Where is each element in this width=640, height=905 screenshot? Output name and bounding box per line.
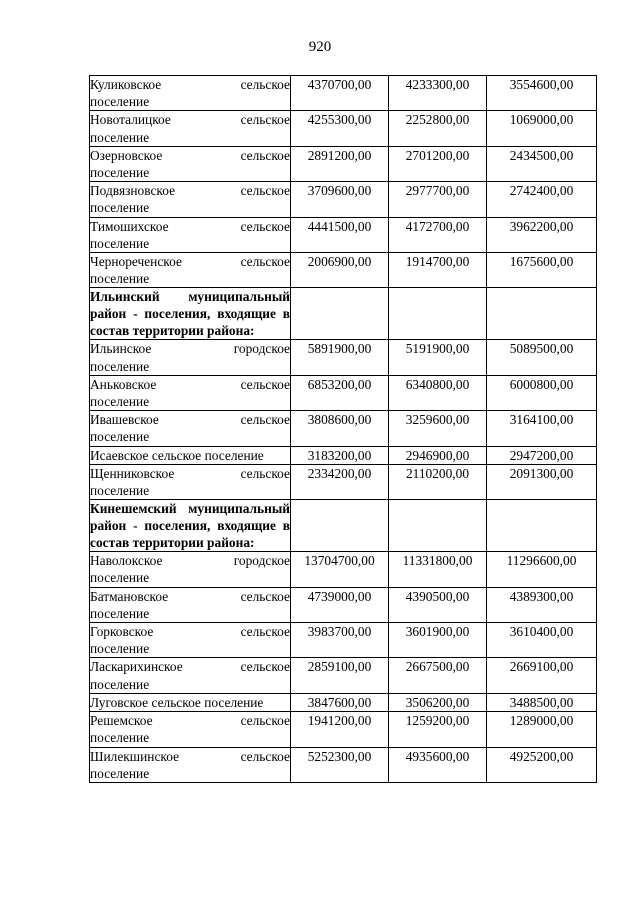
settlement-name-line1 [90,376,290,393]
settlement-name-line1 [90,182,290,199]
table-row [90,375,597,410]
table-row [90,587,597,622]
table-row [90,76,597,111]
district-name: Ильинский муниципальный район - поселения, входящие в состав территории района: [90,289,290,339]
amount-col-1: 5891900,00 [291,340,389,375]
settlement-name [90,747,291,782]
amount-col-1: 3183200,00 [291,446,389,464]
settlement-name [90,340,291,375]
settlement-name [90,146,291,181]
settlement-name [90,375,291,410]
amount-col-3: 4389300,00 [487,587,597,622]
settlement-name-line1 [90,712,290,729]
amount-col-2: 11331800,00 [389,552,487,587]
settlement-name-line2: поселение [90,200,150,216]
table-row [90,340,597,375]
amount-col-1: 2006900,00 [291,253,389,288]
settlement-name-line2: поселение [90,570,150,586]
amount-col-1: 5252300,00 [291,747,389,782]
settlement-name-line1 [90,552,290,569]
settlement-type-word: сельское [240,112,290,128]
settlement-name-line2: поселение [90,129,150,145]
table-row [90,182,597,217]
amount-col-1: 3983700,00 [291,623,389,658]
settlement-name-word: Аньковское [90,376,157,392]
district-name: Кинешемский муниципальный район - поселения, входящие в состав территории района: [90,501,290,551]
settlement-type-word: сельское [240,254,290,270]
settlement-type-word: сельское [240,376,290,392]
amount-col-2: 3506200,00 [389,693,487,711]
amount-col-3: 3164100,00 [487,411,597,446]
settlement-name-line2: поселение [90,765,150,781]
settlement-name-line1 [90,76,290,93]
settlement-name-line1 [90,111,290,128]
settlement-name-word: Батмановское [90,588,169,604]
amount-col-2: 4935600,00 [389,747,487,782]
settlement-name [90,464,291,499]
amount-col-3: 3554600,00 [487,76,597,111]
settlement-name-line2: поселение [90,605,150,621]
settlement-name-line1 [90,465,290,482]
table-row [90,111,597,146]
amount-col-3 [487,288,597,340]
table-row [90,464,597,499]
settlement-type-word: сельское [240,659,290,675]
settlement-name-line2: поселение [90,483,150,499]
settlement-name-word: Ивашевское [90,412,159,428]
amount-col-3 [487,500,597,552]
settlement-name-word: Ильинское [90,341,152,357]
settlement-name-line2: поселение [90,676,150,692]
settlement-type-word: сельское [240,412,290,428]
settlement-name-line2: поселение [90,271,150,287]
settlement-type-word: сельское [240,218,290,234]
table-row [90,693,597,711]
settlement-name-line2: поселение [90,394,150,410]
settlement-name-line2: поселение [90,641,150,657]
settlement-name: Луговское сельское поселение [90,693,291,711]
amount-col-3: 3962200,00 [487,217,597,252]
settlement-name [90,658,291,693]
amount-col-2: 2946900,00 [389,446,487,464]
amount-col-2: 1914700,00 [389,253,487,288]
settlement-type-word: сельское [240,465,290,481]
settlement-name-word: Шилекшинское [90,748,180,764]
settlement-name-line1 [90,147,290,164]
amount-col-1: 13704700,00 [291,552,389,587]
amount-col-3: 6000800,00 [487,375,597,410]
amount-col-2: 2977700,00 [389,182,487,217]
amount-col-3: 3488500,00 [487,693,597,711]
page-number: 920 [308,39,332,55]
table-row [90,146,597,181]
amount-col-2: 2667500,00 [389,658,487,693]
amount-col-1: 6853200,00 [291,375,389,410]
district-header-row [90,500,597,552]
amount-col-3: 5089500,00 [487,340,597,375]
table-row [90,712,597,747]
amount-col-2: 2110200,00 [389,464,487,499]
amount-col-1: 2859100,00 [291,658,389,693]
table-body [90,76,597,783]
amount-col-2 [389,500,487,552]
table-row [90,658,597,693]
settlement-name-line2: поселение [90,358,150,374]
table-row [90,217,597,252]
table-row [90,411,597,446]
amount-col-3: 4925200,00 [487,747,597,782]
amount-col-3: 2947200,00 [487,446,597,464]
settlement-name-word: Новоталицкое [90,112,171,128]
settlement-name [90,623,291,658]
amount-col-3: 2669100,00 [487,658,597,693]
amount-col-2: 4233300,00 [389,76,487,111]
settlement-name-line1 [90,253,290,270]
settlement-name-line2: поселение [90,730,150,746]
settlement-name-word: Тимошихское [90,218,169,234]
settlement-type-word: сельское [240,183,290,199]
amount-col-2 [389,288,487,340]
amount-col-3: 11296600,00 [487,552,597,587]
amount-col-3: 2091300,00 [487,464,597,499]
amount-col-1: 2334200,00 [291,464,389,499]
amount-col-1 [291,500,389,552]
amount-col-1: 3808600,00 [291,411,389,446]
amount-col-3: 2742400,00 [487,182,597,217]
settlement-name-line1 [90,623,290,640]
amount-col-3: 3610400,00 [487,623,597,658]
settlement-name [90,111,291,146]
settlement-name-word: Щенниковское [90,465,175,481]
settlement-name-word: Решемское [90,713,153,729]
settlement-name-word: Ласкарихинское [90,659,183,675]
table-row [90,747,597,782]
settlement-name-word: Горковское [90,624,154,640]
settlement-name [90,217,291,252]
amount-col-2: 3259600,00 [389,411,487,446]
amount-col-1: 2891200,00 [291,146,389,181]
district-header-row [90,288,597,340]
amount-col-3: 2434500,00 [487,146,597,181]
amount-col-2: 1259200,00 [389,712,487,747]
settlement-name [90,253,291,288]
settlement-name [90,411,291,446]
settlement-type-word: сельское [240,77,290,92]
settlement-name-line1 [90,340,290,357]
amount-col-2: 4172700,00 [389,217,487,252]
amount-col-3: 1289000,00 [487,712,597,747]
amount-col-2: 2701200,00 [389,146,487,181]
amount-col-2: 2252800,00 [389,111,487,146]
budget-table [89,75,597,783]
settlement-type-word: сельское [240,588,290,604]
table-row [90,552,597,587]
settlement-type-word: сельское [240,713,290,729]
settlement-type-word: сельское [240,748,290,764]
amount-col-1: 4441500,00 [291,217,389,252]
amount-col-1: 4739000,00 [291,587,389,622]
settlement-name-line1 [90,411,290,428]
settlement-name [90,587,291,622]
settlement-name: Исаевское сельское поселение [90,446,291,464]
settlement-name-word: Озерновское [90,147,163,163]
amount-col-2: 4390500,00 [389,587,487,622]
settlement-type-word: сельское [240,624,290,640]
settlement-name-line1 [90,588,290,605]
amount-col-1: 1941200,00 [291,712,389,747]
settlement-name [90,76,291,111]
settlement-name-line2: поселение [90,235,150,251]
settlement-type-word: сельское [240,147,290,163]
settlement-name-word: Наволокское [90,553,163,569]
amount-col-2: 3601900,00 [389,623,487,658]
amount-col-1: 3709600,00 [291,182,389,217]
table-row [90,446,597,464]
settlement-name-line2: поселение [90,165,150,181]
settlement-name [90,182,291,217]
settlement-name [90,712,291,747]
amount-col-3: 1675600,00 [487,253,597,288]
amount-col-3: 1069000,00 [487,111,597,146]
settlement-type-word: городское [233,341,290,357]
settlement-name-line1 [90,658,290,675]
settlement-name-line2: поселение [90,94,150,110]
table-row [90,253,597,288]
amount-col-2: 5191900,00 [389,340,487,375]
settlement-type-word: городское [233,553,290,569]
amount-col-1: 4255300,00 [291,111,389,146]
amount-col-1 [291,288,389,340]
settlement-name-line1 [90,748,290,765]
table-row [90,623,597,658]
settlement-name-word: Подвязновское [90,183,176,199]
amount-col-1: 3847600,00 [291,693,389,711]
settlement-name-line1 [90,218,290,235]
settlement-name-word: Куликовское [90,77,162,92]
settlement-name-word: Чернореченское [90,254,182,270]
settlement-name-line2: поселение [90,429,150,445]
amount-col-2: 6340800,00 [389,375,487,410]
settlement-name [90,552,291,587]
amount-col-1: 4370700,00 [291,76,389,111]
